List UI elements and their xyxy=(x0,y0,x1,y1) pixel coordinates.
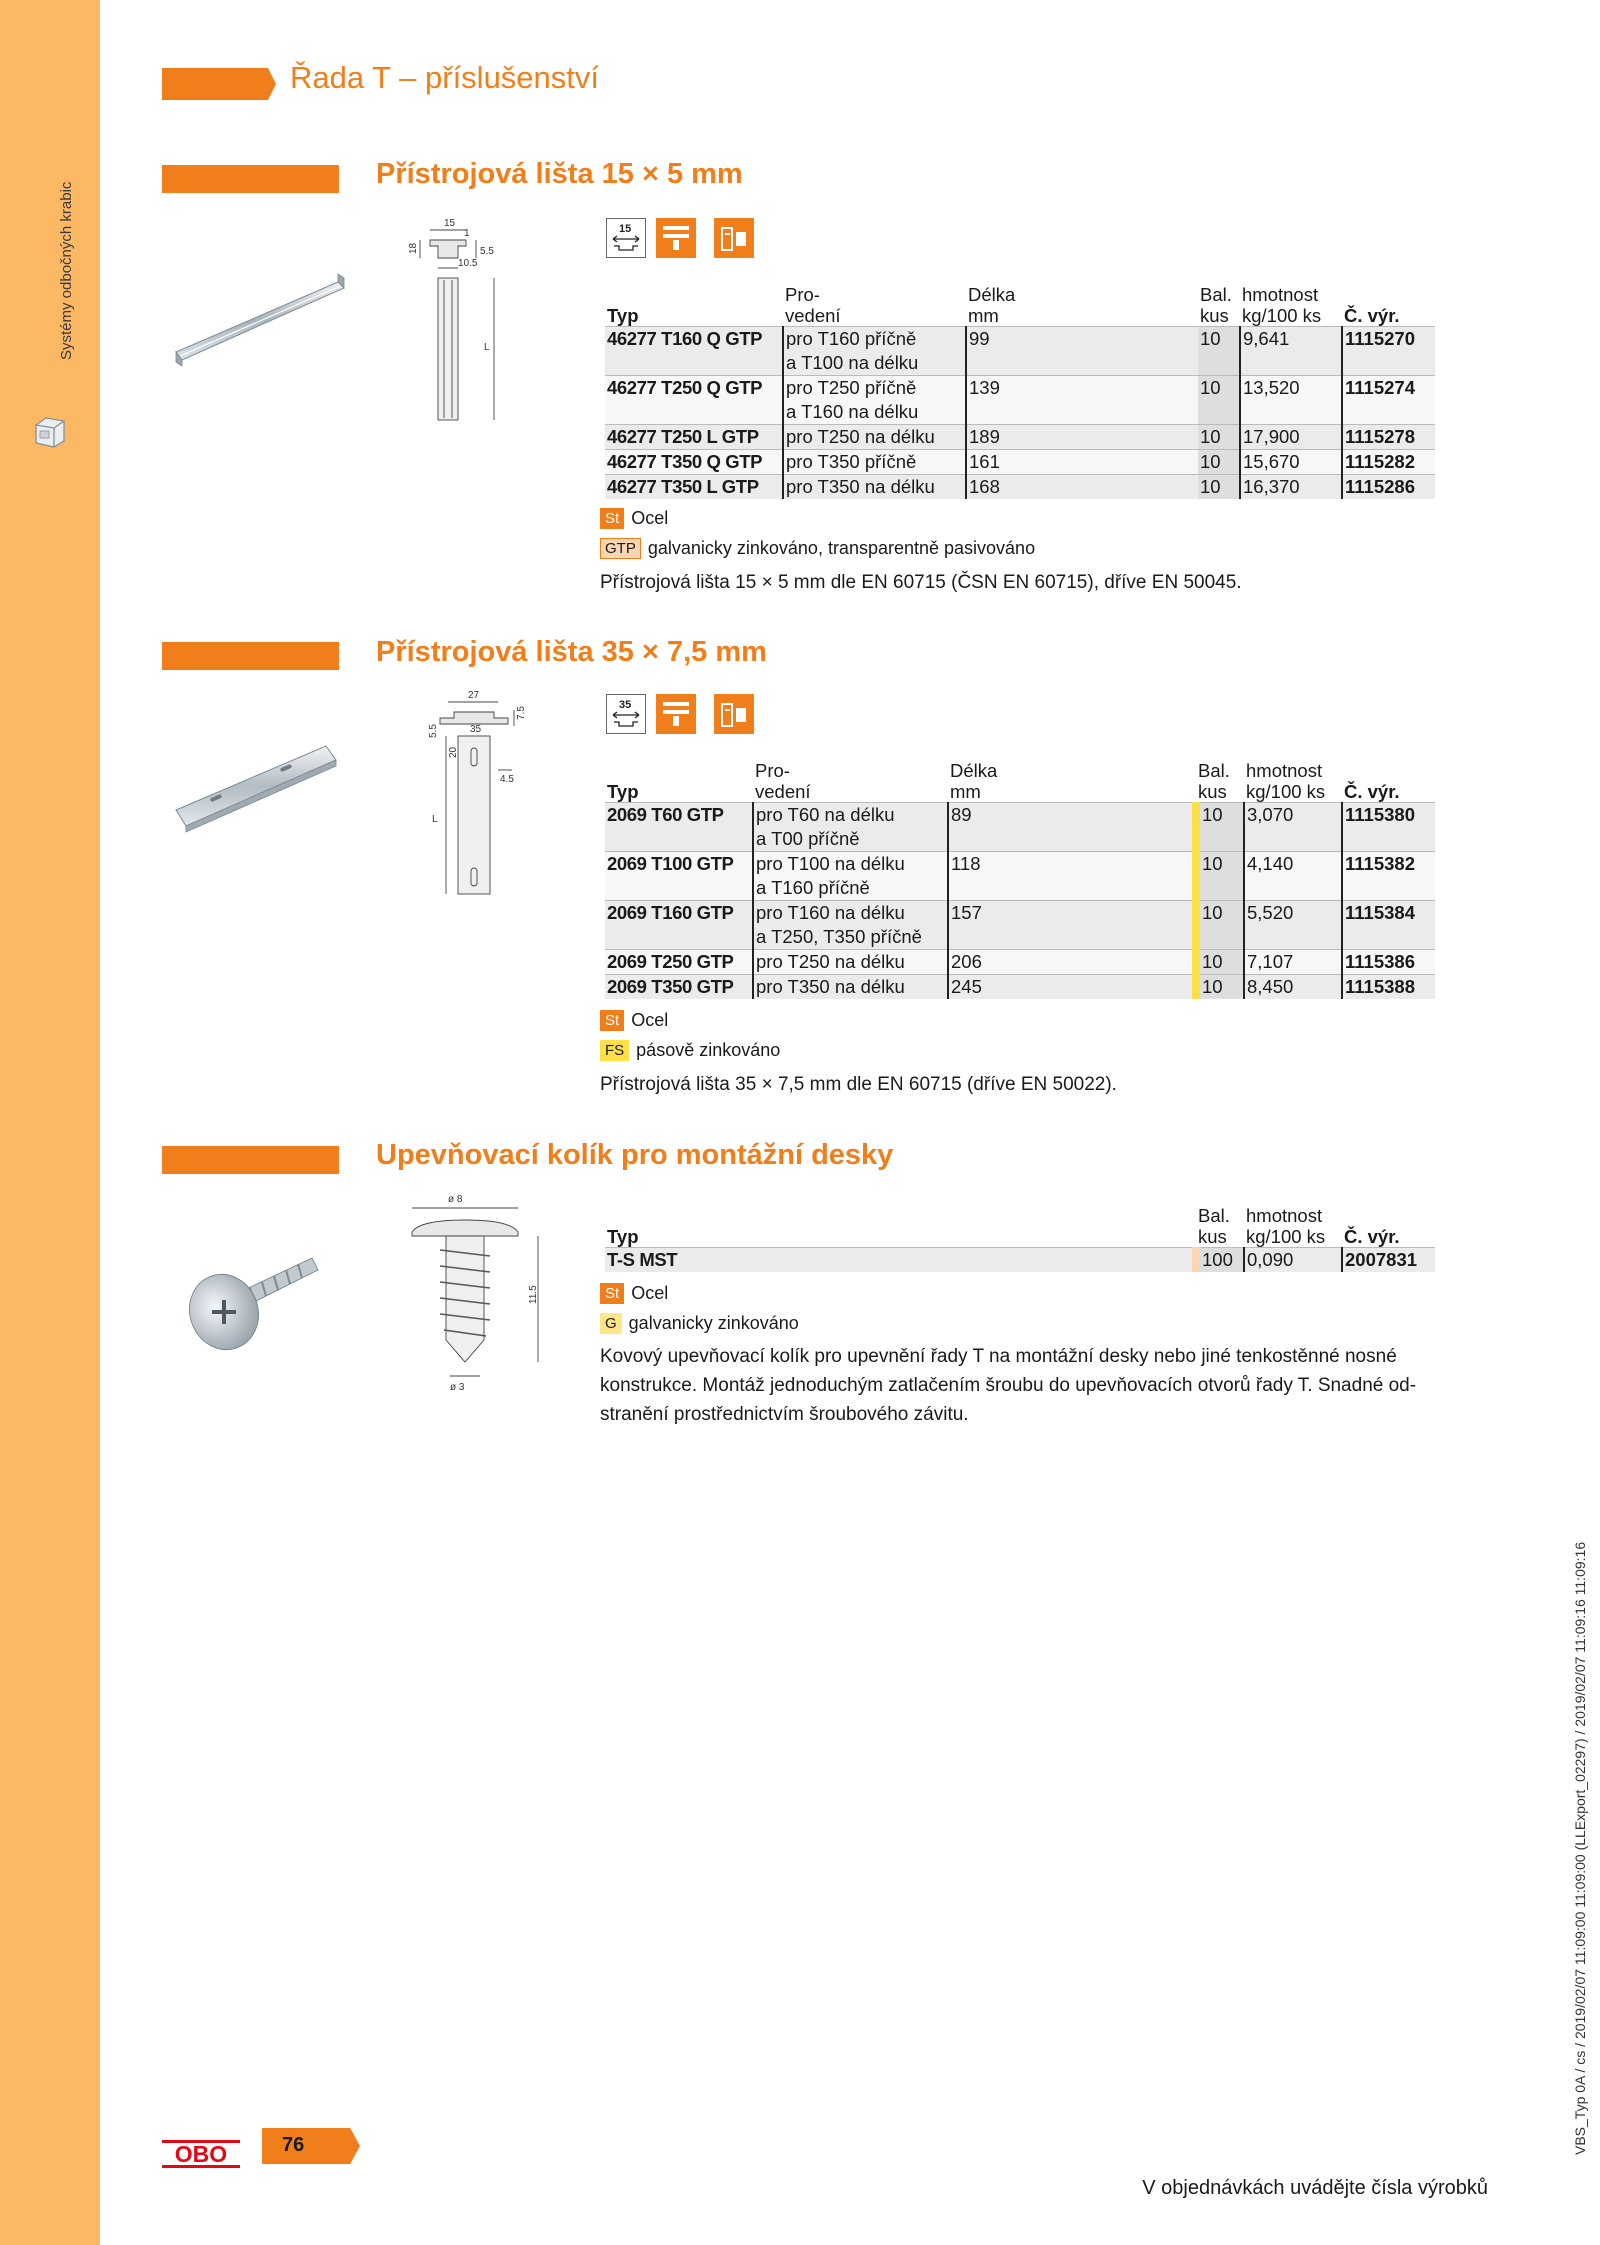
section-bar xyxy=(162,642,339,670)
rail-35-photo xyxy=(170,740,340,840)
svg-text:L: L xyxy=(432,814,438,825)
cell-delka: 157 xyxy=(948,901,1196,950)
cell-bal: 10 xyxy=(1198,327,1240,376)
cell-prov1: pro T100 na délku xyxy=(756,853,905,874)
section-bar xyxy=(162,165,339,193)
sidebar-label: Systémy odbočných krabic xyxy=(58,181,75,360)
product-table xyxy=(605,760,1435,999)
cell-prov1: pro T350 na délku xyxy=(753,975,948,1000)
cell-hm: 9,641 xyxy=(1240,327,1342,376)
table-row xyxy=(605,803,1435,852)
material-row xyxy=(600,508,668,529)
table-row xyxy=(605,950,1435,975)
cell-hm: 17,900 xyxy=(1240,425,1342,450)
cell-prov2: a T100 na délku xyxy=(786,352,919,373)
material-code: G xyxy=(600,1313,622,1334)
cell-hm: 16,370 xyxy=(1240,475,1342,500)
cell-hm: 0,090 xyxy=(1244,1248,1342,1273)
cell-bal: 10 xyxy=(1198,425,1240,450)
screw-drawing xyxy=(400,1190,560,1400)
material-row xyxy=(600,538,1035,559)
product-description: Přístrojová lišta 35 × 7,5 mm dle EN 60715 (dříve EN 50022). xyxy=(600,1074,1117,1095)
cell-typ: 46277 T160 Q GTP xyxy=(605,327,783,376)
material-text: galvanicky zinkováno, transparentně pasivováno xyxy=(647,538,1036,558)
section-bar xyxy=(162,1146,339,1174)
mounting-orientation-icon xyxy=(656,218,696,258)
product-description: Přístrojová lišta 15 × 5 mm dle EN 60715 (ČSN EN 60715), dříve EN 50045. xyxy=(600,572,1242,593)
cell-bal: 10 xyxy=(1196,852,1244,901)
header-delka2: mm xyxy=(950,781,981,802)
cell-typ: 2069 T100 GTP xyxy=(605,852,753,901)
description-line: konstrukce. Montáž jednoduchým zatlačením šroubu do upevňovacích otvorů řady T. Snadné od- xyxy=(600,1375,1417,1396)
svg-text:20: 20 xyxy=(448,746,459,758)
cell-prov1: pro T350 na délku xyxy=(783,475,966,500)
cell-delka: 89 xyxy=(948,803,1196,852)
cell-hm: 7,107 xyxy=(1244,950,1342,975)
cell-prov2: a T160 na délku xyxy=(786,401,919,422)
header-prov2: vedení xyxy=(785,305,841,326)
description-line: stranění prostřednictvím šroubového závitu. xyxy=(600,1404,969,1425)
material-text: Ocel xyxy=(631,508,669,528)
header-hm1: hmotnost xyxy=(1246,760,1323,781)
header-delka1: Délka xyxy=(968,284,1016,305)
installation-tool-icon xyxy=(714,694,754,734)
svg-text:L: L xyxy=(484,342,490,353)
section-title: Přístrojová lišta 35 × 7,5 mm xyxy=(376,636,767,668)
cell-cvyr: 1115286 xyxy=(1342,475,1435,500)
material-row xyxy=(600,1313,799,1334)
side-strip xyxy=(0,0,100,2245)
cell-cvyr: 1115384 xyxy=(1342,901,1435,950)
obo-logo xyxy=(162,2140,240,2168)
cell-prov1: pro T250 příčně xyxy=(786,377,917,398)
table-row xyxy=(605,450,1435,475)
material-row xyxy=(600,1283,668,1304)
cell-cvyr: 2007831 xyxy=(1342,1248,1435,1273)
material-text: galvanicky zinkováno xyxy=(628,1313,799,1333)
cell-hm: 15,670 xyxy=(1240,450,1342,475)
cell-bal: 10 xyxy=(1198,376,1240,425)
header-typ: Typ xyxy=(607,1226,639,1247)
product-table xyxy=(605,1205,1435,1272)
material-text: Ocel xyxy=(631,1283,669,1303)
material-code: St xyxy=(600,508,624,529)
cell-bal: 10 xyxy=(1198,475,1240,500)
cell-cvyr: 1115380 xyxy=(1342,803,1435,852)
material-code: St xyxy=(600,1283,624,1304)
cell-hm: 5,520 xyxy=(1244,901,1342,950)
header-hm1: hmotnost xyxy=(1246,1205,1323,1226)
cell-typ: 46277 T250 L GTP xyxy=(605,425,783,450)
header-bal1: Bal. xyxy=(1198,760,1230,781)
header-bal2: kus xyxy=(1198,1226,1227,1247)
cell-bal: 10 xyxy=(1196,950,1244,975)
cell-hm: 13,520 xyxy=(1240,376,1342,425)
cell-cvyr: 1115388 xyxy=(1342,975,1435,1000)
table-row xyxy=(605,901,1435,950)
cell-typ: 2069 T60 GTP xyxy=(605,803,753,852)
svg-text:11.5: 11.5 xyxy=(528,1285,539,1304)
svg-text:27: 27 xyxy=(468,690,480,701)
cell-prov1: pro T160 příčně xyxy=(786,328,917,349)
page-tab xyxy=(262,2128,360,2164)
print-meta: VBS_Typ 0A / cs / 2019/02/07 11:09:00 11:09:00 (LLExport_02297) / 2019/02/07 11:09:16 11:09:16 xyxy=(1572,1541,1588,2155)
header-delka1: Délka xyxy=(950,760,998,781)
svg-text:15: 15 xyxy=(444,218,456,229)
table-row xyxy=(605,475,1435,500)
header-tab xyxy=(162,68,276,100)
cell-typ: 2069 T250 GTP xyxy=(605,950,753,975)
page-title: Řada T – příslušenství xyxy=(290,60,600,95)
cell-prov1: pro T250 na délku xyxy=(753,950,948,975)
svg-text:7.5: 7.5 xyxy=(516,706,527,720)
cell-cvyr: 1115274 xyxy=(1342,376,1435,425)
cell-bal: 100 xyxy=(1196,1248,1244,1273)
cell-cvyr: 1115386 xyxy=(1342,950,1435,975)
screw-photo xyxy=(180,1230,330,1370)
header-bal2: kus xyxy=(1198,781,1227,802)
header-prov2: vedení xyxy=(755,781,811,802)
cell-delka: 245 xyxy=(948,975,1196,1000)
product-description xyxy=(600,1342,1450,1429)
rail-35-drawing xyxy=(420,688,550,903)
header-cvyr: Č. výr. xyxy=(1344,305,1400,326)
header-cvyr: Č. výr. xyxy=(1344,1226,1400,1247)
svg-text:4.5: 4.5 xyxy=(500,774,514,785)
cell-bal: 10 xyxy=(1196,975,1244,1000)
section-title: Upevňovací kolík pro montážní desky xyxy=(376,1139,894,1171)
header-hm1: hmotnost xyxy=(1242,284,1319,305)
cell-delka: 99 xyxy=(966,327,1198,376)
cell-typ: T-S MST xyxy=(605,1248,1196,1273)
table-row xyxy=(605,425,1435,450)
svg-text:18: 18 xyxy=(408,242,419,254)
header-cvyr: Č. výr. xyxy=(1344,781,1400,802)
svg-text:ø 8: ø 8 xyxy=(448,1194,463,1205)
table-row xyxy=(605,975,1435,1000)
cell-prov2: a T00 příčně xyxy=(756,828,860,849)
cell-delka: 206 xyxy=(948,950,1196,975)
header-typ: Typ xyxy=(607,781,639,802)
table-row xyxy=(605,1248,1435,1273)
cell-cvyr: 1115382 xyxy=(1342,852,1435,901)
description-line: Kovový upevňovací kolík pro upevnění řady T na montážní desky nebo jiné tenkostěnné nosné xyxy=(600,1346,1397,1367)
cell-typ: 2069 T160 GTP xyxy=(605,901,753,950)
table-row xyxy=(605,327,1435,376)
material-text: Ocel xyxy=(631,1010,669,1030)
cell-prov1: pro T250 na délku xyxy=(783,425,966,450)
cell-cvyr: 1115282 xyxy=(1342,450,1435,475)
svg-text:35: 35 xyxy=(470,724,482,735)
material-text: pásově zinkováno xyxy=(636,1040,781,1060)
header-hm2: kg/100 ks xyxy=(1246,781,1326,802)
cell-delka: 189 xyxy=(966,425,1198,450)
cell-hm: 8,450 xyxy=(1244,975,1342,1000)
header-delka2: mm xyxy=(968,305,999,326)
cell-prov1: pro T350 příčně xyxy=(783,450,966,475)
header-bal2: kus xyxy=(1200,305,1229,326)
material-code: GTP xyxy=(600,538,641,559)
rail-15-drawing xyxy=(408,210,548,430)
rail-width-icon xyxy=(606,694,646,734)
cell-delka: 139 xyxy=(966,376,1198,425)
svg-text:ø 3: ø 3 xyxy=(450,1382,465,1393)
header-bal1: Bal. xyxy=(1198,1205,1230,1226)
cell-delka: 161 xyxy=(966,450,1198,475)
material-row xyxy=(600,1040,780,1061)
svg-text:10.5: 10.5 xyxy=(458,258,478,269)
material-code: FS xyxy=(600,1040,629,1061)
cell-typ: 46277 T350 Q GTP xyxy=(605,450,783,475)
header-typ: Typ xyxy=(607,305,639,326)
brand-text: OBO xyxy=(174,2141,228,2167)
svg-text:5.5: 5.5 xyxy=(480,246,494,257)
cell-cvyr: 1115270 xyxy=(1342,327,1435,376)
section-title: Přístrojová lišta 15 × 5 mm xyxy=(376,158,743,190)
cell-bal: 10 xyxy=(1196,803,1244,852)
product-table xyxy=(605,284,1435,499)
cell-bal: 10 xyxy=(1198,450,1240,475)
material-code: St xyxy=(600,1010,624,1031)
cell-typ: 2069 T350 GTP xyxy=(605,975,753,1000)
cell-typ: 46277 T350 L GTP xyxy=(605,475,783,500)
svg-text:1: 1 xyxy=(464,228,470,239)
cell-prov1: pro T60 na délku xyxy=(756,804,895,825)
rail-width-icon xyxy=(606,218,646,258)
cell-prov2: a T250, T350 příčně xyxy=(756,926,922,947)
table-row xyxy=(605,852,1435,901)
cell-delka: 118 xyxy=(948,852,1196,901)
cell-hm: 3,070 xyxy=(1244,803,1342,852)
header-prov1: Pro- xyxy=(755,760,790,781)
material-row xyxy=(600,1010,668,1031)
header-hm2: kg/100 ks xyxy=(1246,1226,1326,1247)
cell-hm: 4,140 xyxy=(1244,852,1342,901)
header-prov1: Pro- xyxy=(785,284,820,305)
page-number: 76 xyxy=(282,2134,305,2156)
mounting-orientation-icon xyxy=(656,694,696,734)
cell-bal: 10 xyxy=(1196,901,1244,950)
header-hm2: kg/100 ks xyxy=(1242,305,1322,326)
cell-prov1: pro T160 na délku xyxy=(756,902,905,923)
svg-text:5.5: 5.5 xyxy=(428,724,439,738)
footer-note: V objednávkách uvádějte čísla výrobků xyxy=(1142,2177,1488,2199)
rail-width-label: 35 xyxy=(619,699,632,711)
rail-width-label: 15 xyxy=(619,223,632,235)
cell-typ: 46277 T250 Q GTP xyxy=(605,376,783,425)
cell-cvyr: 1115278 xyxy=(1342,425,1435,450)
table-row xyxy=(605,376,1435,425)
installation-tool-icon xyxy=(714,218,754,258)
cell-delka: 168 xyxy=(966,475,1198,500)
cell-prov2: a T160 příčně xyxy=(756,877,870,898)
junction-box-icon xyxy=(32,415,68,449)
rail-15-photo xyxy=(168,270,348,380)
header-bal1: Bal. xyxy=(1200,284,1232,305)
